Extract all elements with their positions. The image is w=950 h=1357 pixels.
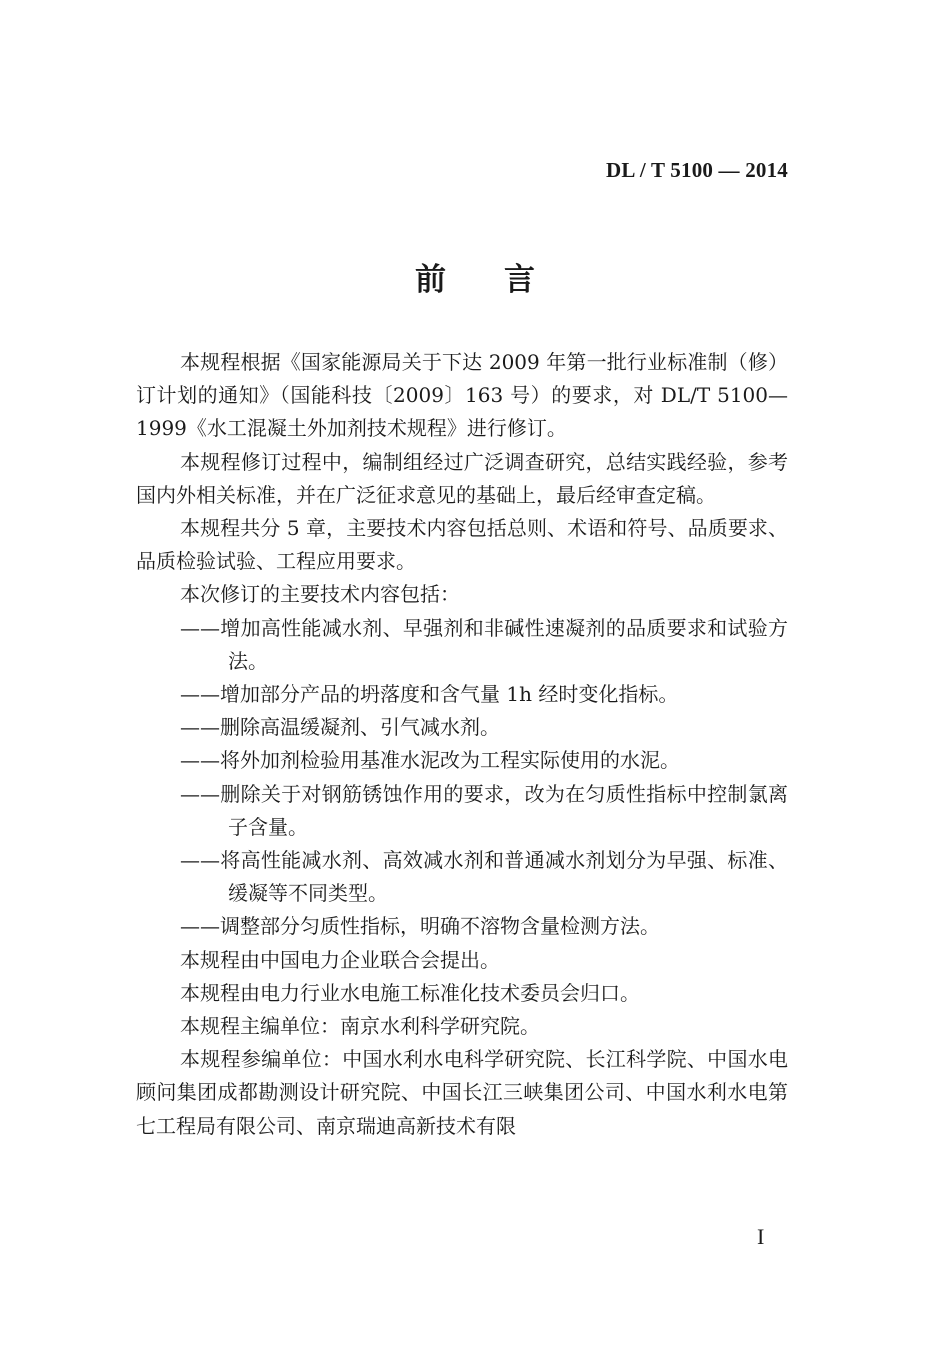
paragraph: 本规程由电力行业水电施工标准化技术委员会归口。 xyxy=(180,980,640,1005)
document-body xyxy=(136,346,788,1143)
revision-item: ——增加高性能减水剂、早强剂和非碱性速凝剂的品质要求和试验方法。 xyxy=(180,615,788,673)
paragraph: 本次修订的主要技术内容包括： xyxy=(180,582,460,607)
revision-item: ——删除高温缓凝剂、引气减水剂。 xyxy=(180,715,500,740)
revision-item: ——增加部分产品的坍落度和含气量 1h 经时变化指标。 xyxy=(180,682,679,707)
paragraph: 本规程参编单位：中国水利水电科学研究院、长江科学院、中国水电顾问集团成都勘测设计研究院、中国长江三峡集团公司、中国水利水电第七工程局有限公司、南京瑞迪高新技术有限 xyxy=(136,1047,788,1138)
page-number: I xyxy=(757,1224,765,1249)
standard-code: DL / T 5100 — 2014 xyxy=(606,158,788,182)
page-title: 前言 xyxy=(415,262,593,298)
revision-item: ——删除关于对钢筋锈蚀作用的要求，改为在匀质性指标中控制氯离子含量。 xyxy=(180,781,788,839)
paragraph: 本规程主编单位：南京水利科学研究院。 xyxy=(180,1014,540,1039)
paragraph: 本规程根据《国家能源局关于下达 2009 年第一批行业标准制（修）订计划的通知》（国能科技〔2009〕163 号）的要求，对 DL/T 5100—1999《水工混凝土外加剂技术规程》进行修订。 xyxy=(136,350,788,441)
revision-item: ——调整部分匀质性指标，明确不溶物含量检测方法。 xyxy=(180,914,660,939)
revision-item: ——将高性能减水剂、高效减水剂和普通减水剂划分为早强、标准、缓凝等不同类型。 xyxy=(180,848,788,906)
paragraph: 本规程修订过程中，编制组经过广泛调查研究，总结实践经验，参考国内外相关标准，并在广泛征求意见的基础上，最后经审查定稿。 xyxy=(136,449,788,507)
paragraph: 本规程共分 5 章，主要技术内容包括总则、术语和符号、品质要求、品质检验试验、工程应用要求。 xyxy=(136,516,788,574)
revision-item: ——将外加剂检验用基准水泥改为工程实际使用的水泥。 xyxy=(180,748,680,773)
paragraph: 本规程由中国电力企业联合会提出。 xyxy=(180,947,500,972)
